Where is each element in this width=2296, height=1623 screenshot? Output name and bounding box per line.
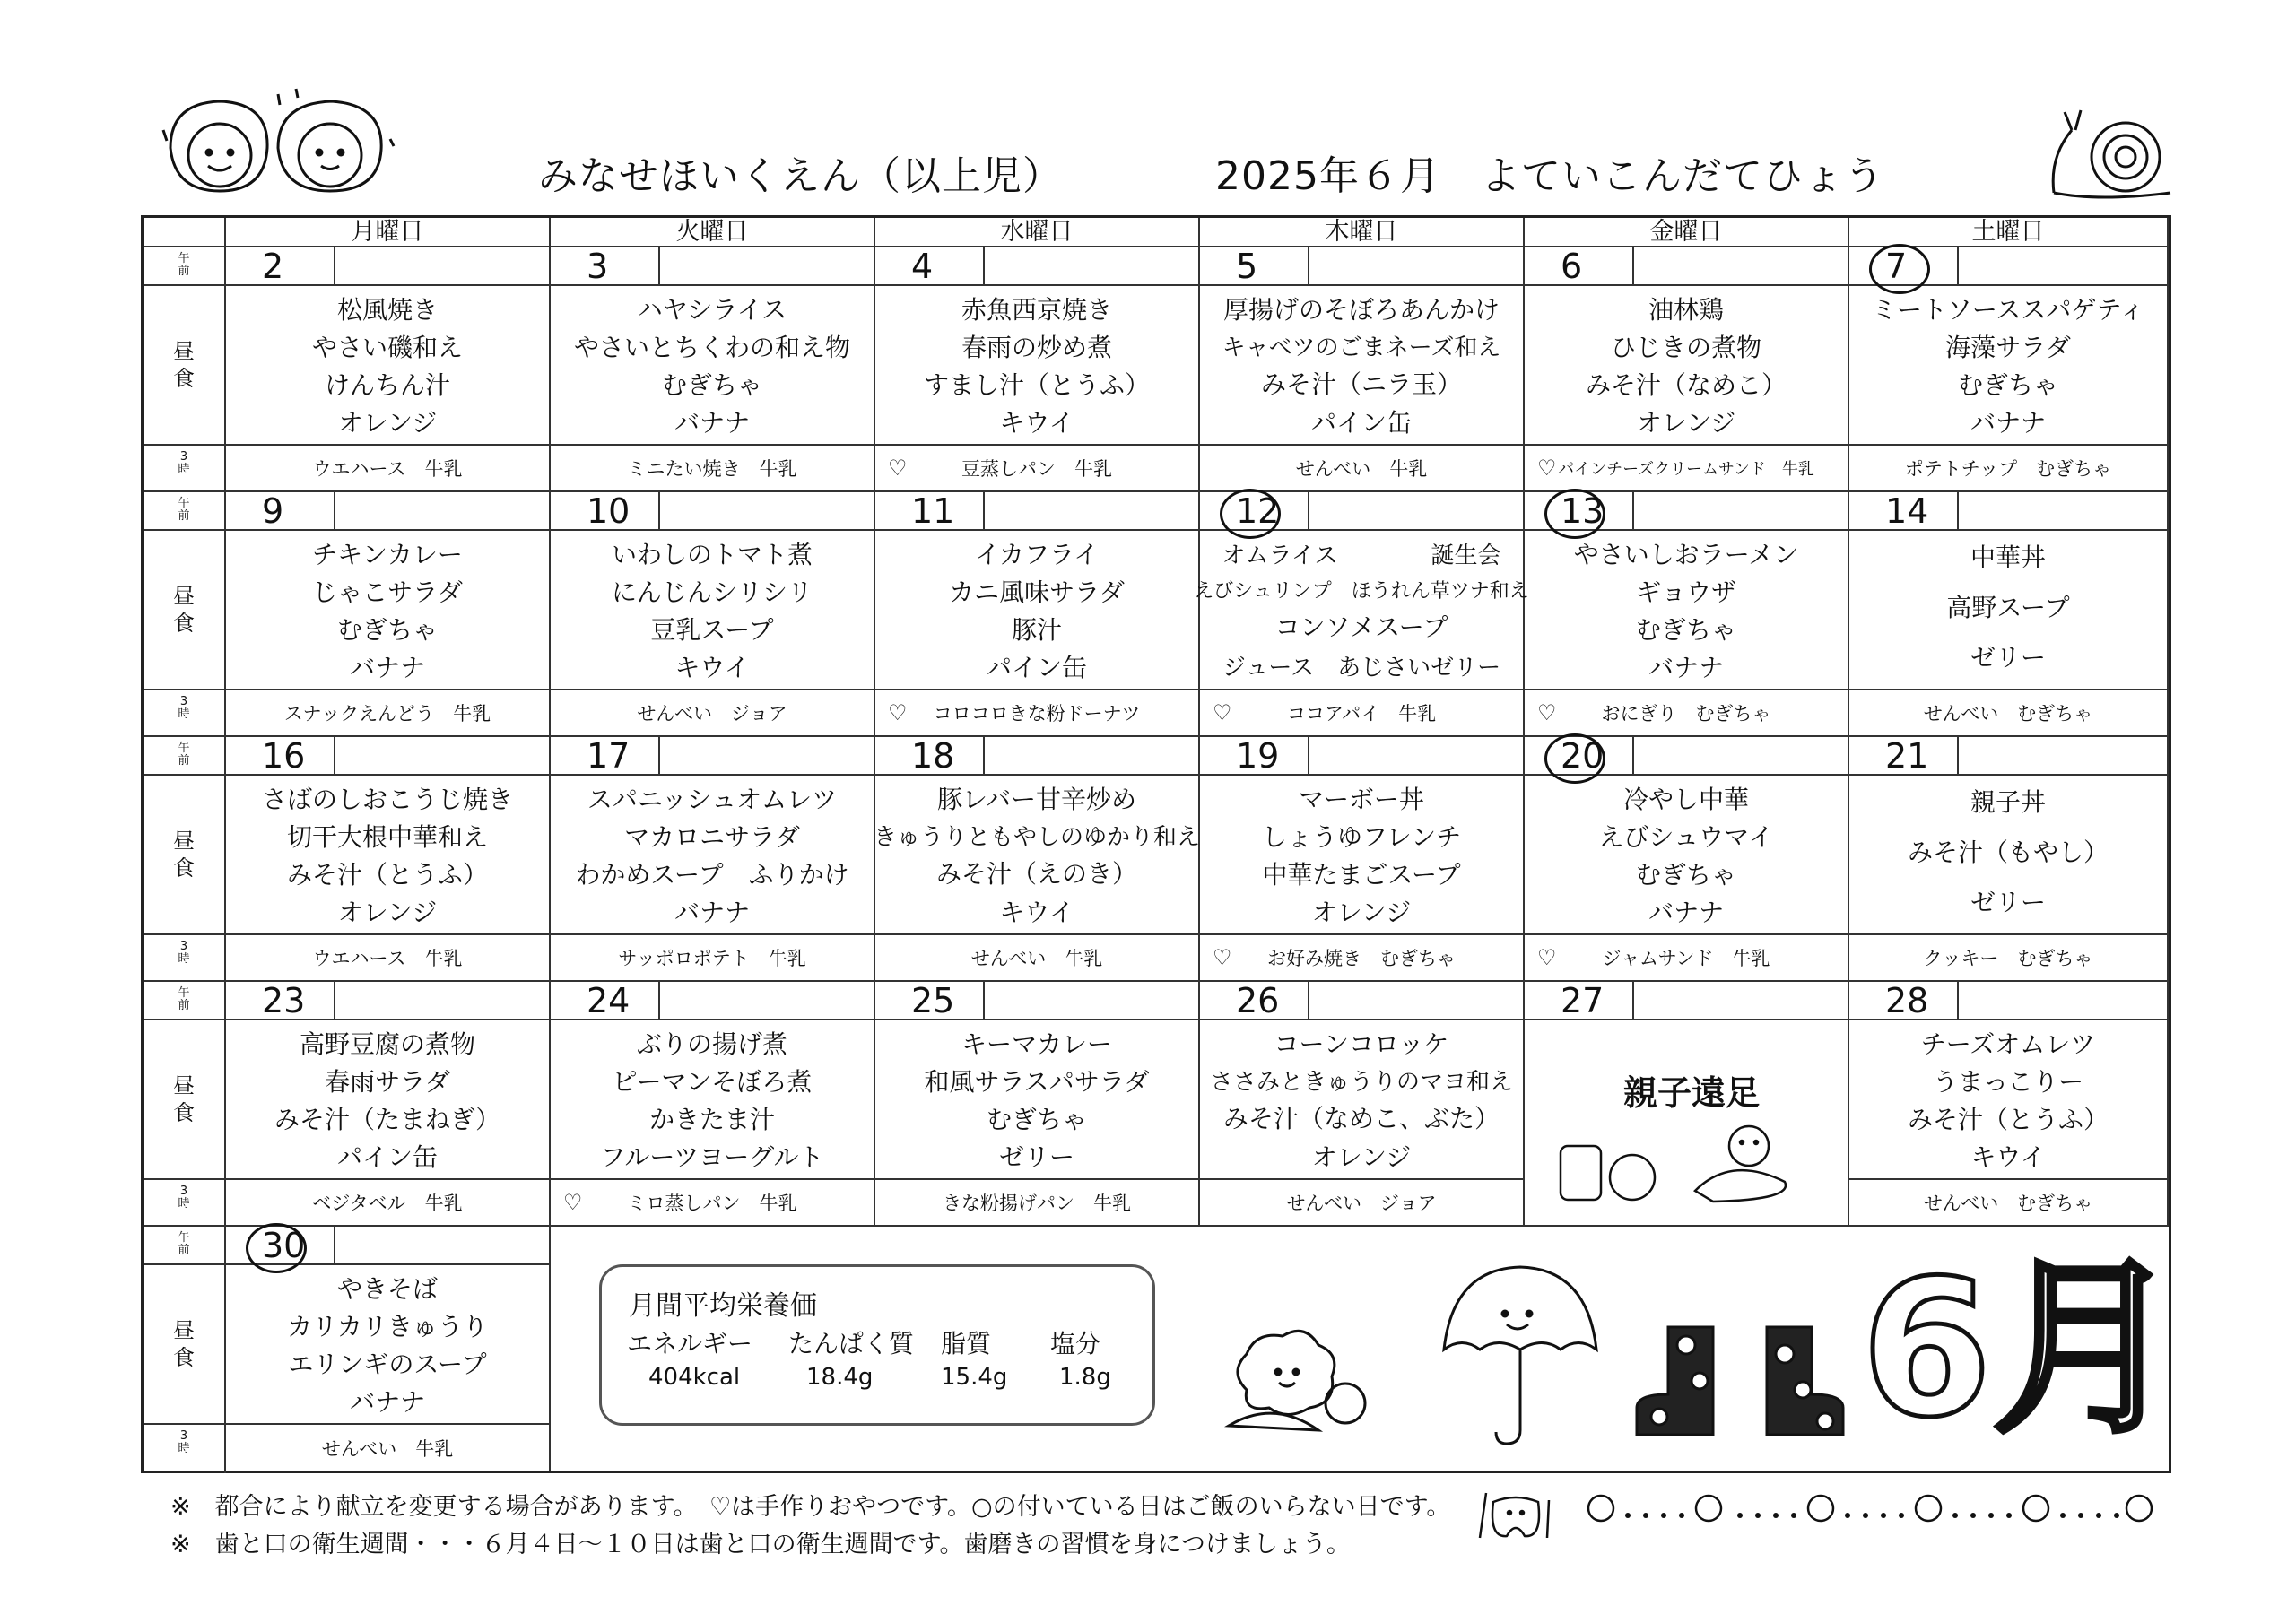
- lunch-menu-cell: [551, 531, 875, 690]
- nutrition-box: [599, 1264, 1155, 1426]
- lunch-menu-item: みそ汁（えのき）: [935, 858, 1137, 889]
- lunch-menu-item: にんじんシリシリ: [611, 577, 813, 607]
- lunch-menu-item: 油林鶏: [1648, 295, 1724, 325]
- day-cell-divider: [658, 982, 660, 1019]
- snack-cell: [1849, 1180, 2169, 1227]
- day-number: 16: [262, 736, 306, 776]
- lunch-menu-item: じゃこサラダ: [312, 577, 463, 607]
- header-corner: [144, 218, 226, 247]
- handmade-heart-icon: ♡: [1537, 456, 1557, 481]
- lunch-menu-item: みそ汁（とうふ）: [1907, 1105, 2109, 1134]
- weekday-header: 木曜日: [1200, 218, 1525, 247]
- snack-text: せんべい むぎちゃ: [1923, 703, 2093, 725]
- lunch-menu-item: コーンコロッケ: [1274, 1029, 1449, 1060]
- day-number-cell: [1200, 737, 1525, 776]
- day-cell-divider: [1957, 737, 1959, 774]
- day-cell-divider: [658, 737, 660, 774]
- snack-text: スナックえんどう 牛乳: [283, 703, 491, 725]
- day-cell-divider: [1308, 982, 1309, 1019]
- lunch-menu-item: イカフライ: [974, 540, 1100, 569]
- lunch-menu-cell: [1200, 1020, 1525, 1180]
- lunch-menu-cell: [875, 776, 1200, 935]
- row-label-lunch: 昼 食: [144, 776, 226, 935]
- lunch-menu-item: 中華丼: [1970, 542, 2046, 572]
- lunch-menu-item: きゅうりともやしのゆかり和え: [874, 824, 1201, 852]
- lunch-menu-item: 春雨サラダ: [325, 1067, 450, 1097]
- row-label-snack: 3 時: [144, 1180, 226, 1227]
- lunch-menu-cell: [226, 531, 551, 690]
- lunch-menu-item: けんちん汁: [324, 370, 450, 400]
- snack-cell: [551, 935, 875, 982]
- day-number: 18: [911, 736, 955, 776]
- day-cell-divider: [1308, 247, 1309, 284]
- lunch-menu-item: やさいしおラーメン: [1573, 540, 1799, 569]
- day-number-cell: [1849, 492, 2169, 531]
- lunch-menu-cell: [1525, 531, 1849, 690]
- row-label-morning: 午 前: [144, 1227, 226, 1265]
- day-cell-divider: [983, 247, 985, 284]
- day-number: 11: [911, 491, 955, 531]
- lunch-menu-item: オレンジ: [337, 408, 438, 438]
- lunch-menu-item: ジュース あじさいゼリー: [1222, 655, 1501, 682]
- snack-cell: [875, 1180, 1200, 1227]
- day-number-cell: [1200, 492, 1525, 531]
- lunch-menu-item: ゼリー: [1970, 888, 2046, 917]
- lunch-menu-item: パイン缶: [336, 1142, 438, 1172]
- snack-cell: [1525, 446, 1849, 492]
- day-number-cell: [551, 982, 875, 1020]
- snack-text: ウエハース 牛乳: [312, 458, 463, 480]
- lunch-menu-item: 豚レバー甘辛炒め: [936, 785, 1137, 815]
- snack-cell: [1200, 935, 1525, 982]
- row-label-snack: 3 時: [144, 1425, 226, 1473]
- snack-cell: [551, 446, 875, 492]
- snack-text: せんべい むぎちゃ: [1923, 1193, 2093, 1214]
- nutrition-header-salt: 塩分: [1050, 1329, 1101, 1358]
- day-cell-divider: [1957, 492, 1959, 529]
- day-number-cell: [1525, 247, 1849, 286]
- day-cell-divider: [1632, 492, 1634, 529]
- day-number: 7: [1885, 247, 1908, 286]
- day-cell-divider: [1632, 982, 1634, 1019]
- day-cell-divider: [658, 492, 660, 529]
- lunch-menu-item: 豆乳スープ: [650, 615, 774, 645]
- day-cell-divider: [334, 492, 335, 529]
- note-menu-change: ※ 都合により献立を変更する場合があります。 ♡は手作りおやつです。○の付いている日はご飯のいらない日です。: [170, 1493, 1451, 1521]
- nutrition-salt-value: 1.8g: [1059, 1364, 1111, 1391]
- day-number: 27: [1561, 981, 1605, 1020]
- lunch-menu-item: マーボー丼: [1298, 785, 1424, 814]
- lunch-menu-cell: [1525, 286, 1849, 446]
- snack-text: ジャムサンド 牛乳: [1602, 948, 1770, 969]
- nutrition-header-protein: たんぱく質: [788, 1329, 915, 1358]
- lunch-menu-item: バナナ: [1648, 898, 1724, 927]
- snack-cell: [875, 690, 1200, 737]
- lunch-menu-item: カリカリきゅうり: [287, 1312, 488, 1341]
- row-label-lunch: 昼 食: [144, 1020, 226, 1180]
- lunch-menu-item: みそ汁（ニラ玉）: [1260, 369, 1462, 399]
- note-dental-week: ※ 歯と口の衛生週間・・・６月４日～１０日は歯と口の衛生週間です。歯磨きの習慣を身につけましょう。: [170, 1531, 1351, 1558]
- snack-text: ポテトチップ むぎちゃ: [1904, 458, 2112, 480]
- lunch-menu-cell: [1849, 776, 2169, 935]
- handmade-heart-icon: ♡: [1213, 945, 1232, 970]
- lunch-menu-item: えびシュリンプ ほうれん草ツナ和え: [1194, 579, 1529, 603]
- handmade-heart-icon: ♡: [888, 700, 908, 725]
- row-label-morning: 午 前: [144, 492, 226, 531]
- day-cell-divider: [1632, 247, 1634, 284]
- row-label-lunch: 昼 食: [144, 1265, 226, 1425]
- lunch-menu-cell: [1200, 286, 1525, 446]
- day-cell-divider: [1632, 737, 1634, 774]
- lunch-menu-item: みそ汁（たまねぎ）: [274, 1105, 500, 1134]
- day-number: 2: [262, 247, 284, 286]
- day-number-cell: [226, 737, 551, 776]
- lunch-menu-item: パイン缶: [1310, 407, 1412, 438]
- day-cell-divider: [983, 737, 985, 774]
- day-cell-divider: [983, 492, 985, 529]
- day-cell-divider: [334, 982, 335, 1019]
- snack-text: せんべい 牛乳: [970, 948, 1103, 969]
- snack-cell: [551, 690, 875, 737]
- day-number: 26: [1236, 981, 1280, 1020]
- snack-text: せんべい ジョア: [637, 703, 787, 725]
- day-cell-divider: [1308, 492, 1309, 529]
- day-number-cell: [551, 247, 875, 286]
- row-label-morning: 午 前: [144, 737, 226, 776]
- lunch-menu-item: 高野豆腐の煮物: [299, 1029, 475, 1059]
- day-number: 3: [587, 247, 609, 286]
- lunch-menu-item: コンソメスープ: [1274, 612, 1448, 643]
- lunch-menu-item: バナナ: [674, 408, 750, 438]
- day-number-cell: [1849, 737, 2169, 776]
- day-number: 5: [1236, 247, 1258, 286]
- lunch-menu-item: ハヤシライス: [637, 295, 787, 325]
- day-number: 24: [587, 981, 631, 1020]
- day-cell-divider: [658, 247, 660, 284]
- row-label-snack: 3 時: [144, 935, 226, 982]
- nursery-title: みなせほいくえん（以上児）: [538, 153, 1063, 199]
- lunch-menu-item: むぎちゃ: [661, 370, 762, 400]
- lunch-menu-item: ミートソーススパゲティ: [1871, 295, 2145, 325]
- lunch-menu-item: しょうゆフレンチ: [1261, 822, 1462, 852]
- lunch-menu-item: ぶりの揚げ煮: [636, 1029, 787, 1059]
- day-number: 13: [1561, 491, 1605, 531]
- snack-text: せんべい 牛乳: [1295, 458, 1428, 480]
- day-cell-divider: [334, 737, 335, 774]
- lunch-menu-item: みそ汁（なめこ）: [1585, 370, 1787, 400]
- snack-cell: [551, 1180, 875, 1227]
- lunch-menu-cell: [1849, 531, 2169, 690]
- day-number: 4: [911, 247, 934, 286]
- day-number-cell: [875, 492, 1200, 531]
- weekday-header: 土曜日: [1849, 218, 2169, 247]
- lunch-menu-item: みそ汁（なめこ、ぶた）: [1222, 1103, 1500, 1133]
- hydrangea-illustration: [1220, 1318, 1372, 1444]
- day-number-cell: [875, 247, 1200, 286]
- lunch-menu-item: やきそば: [336, 1274, 438, 1304]
- big-month-text: 6月: [1861, 1239, 2181, 1459]
- snack-cell: [1525, 935, 1849, 982]
- handmade-heart-icon: ♡: [1213, 700, 1232, 725]
- day-number: 23: [262, 981, 306, 1020]
- menu-title: 2025年６月 よていこんだてひょう: [1215, 153, 1884, 199]
- lunch-menu-item: うまっこりー: [1932, 1067, 2083, 1097]
- day-number: 25: [911, 981, 955, 1020]
- lunch-menu-item: むぎちゃ: [336, 615, 438, 645]
- day-number-cell: [226, 247, 551, 286]
- lunch-menu-item: さばのしおこうじ焼き: [261, 785, 513, 814]
- lunch-menu-cell: [1849, 1020, 2169, 1180]
- day-cell-divider: [1957, 247, 1959, 284]
- lunch-menu-item: やさい磯和え: [311, 333, 463, 362]
- lunch-menu-item: 中華たまごスープ: [1262, 860, 1461, 890]
- lunch-menu-item: 切干大根中華和え: [286, 822, 488, 852]
- lunch-menu-cell: [226, 1020, 551, 1180]
- day-number-cell: [226, 492, 551, 531]
- snack-cell: [875, 446, 1200, 492]
- weekday-header: 水曜日: [875, 218, 1200, 247]
- snack-text: せんべい 牛乳: [321, 1438, 454, 1460]
- lunch-menu-item: ひじきの煮物: [1610, 333, 1761, 362]
- lunch-menu-item: マカロニサラダ: [624, 822, 800, 852]
- day-number: 21: [1885, 736, 1929, 776]
- lunch-menu-cell: [875, 531, 1200, 690]
- row-label-lunch: 昼 食: [144, 286, 226, 446]
- lunch-menu-item: 海藻サラダ: [1945, 333, 2071, 362]
- lunch-menu-item: 厚揚げのそぼろあんかけ: [1222, 295, 1500, 325]
- lunch-menu-item: 春雨の炒め煮: [961, 333, 1112, 362]
- day-cell-divider: [1308, 737, 1309, 774]
- lunch-menu-item: むぎちゃ: [1635, 615, 1736, 645]
- day-number: 9: [262, 491, 284, 531]
- lunch-menu-cell: [551, 1020, 875, 1180]
- lunch-menu-item: キーマカレー: [961, 1029, 1112, 1059]
- day-number-cell: [226, 1227, 551, 1265]
- lunch-menu-item: エリンギのスープ: [288, 1350, 487, 1379]
- lunch-menu-item: スパニッシュオムレツ: [587, 785, 838, 814]
- lunch-menu-cell: [551, 776, 875, 935]
- children-faces-illustration: [152, 85, 439, 202]
- snack-cell: [226, 690, 551, 737]
- lunch-menu-item: バナナ: [349, 653, 425, 682]
- lunch-menu-cell: [1849, 286, 2169, 446]
- snack-cell: [1849, 690, 2169, 737]
- lunch-menu-item: やさいとちくわの和え物: [573, 333, 850, 362]
- lunch-menu-item: すまし汁（とうふ）: [923, 370, 1150, 400]
- rain-boots-illustration: [1632, 1318, 1848, 1444]
- lunch-menu-item: いわしのトマト煮: [611, 540, 813, 569]
- snack-cell: [1849, 935, 2169, 982]
- day-number-cell: [875, 737, 1200, 776]
- row-label-morning: 午 前: [144, 982, 226, 1020]
- nutrition-energy-value: 404kcal: [648, 1364, 741, 1391]
- special-event-title: 親子遠足: [1623, 1073, 1761, 1113]
- lunch-menu-item: むぎちゃ: [1635, 860, 1736, 890]
- day-cell-divider: [983, 982, 985, 1019]
- lunch-menu-cell: [226, 286, 551, 446]
- snack-cell: [1200, 1180, 1525, 1227]
- lunch-menu-item: 親子丼: [1970, 787, 2046, 817]
- snack-text: ココアパイ 牛乳: [1286, 703, 1437, 725]
- lunch-menu-item: オレンジ: [1636, 408, 1736, 438]
- lunch-menu-item: キャベツのごまネーズ和え: [1222, 334, 1501, 362]
- lunch-menu-item: むぎちゃ: [1957, 370, 2058, 400]
- lunch-menu-item: オレンジ: [337, 898, 438, 927]
- lunch-menu-cell: [226, 776, 551, 935]
- day-number: 28: [1885, 981, 1929, 1020]
- weekday-header: 火曜日: [551, 218, 875, 247]
- day-number-cell: [551, 492, 875, 531]
- row-label-lunch: 昼 食: [144, 531, 226, 690]
- snack-cell: [1525, 690, 1849, 737]
- lunch-menu-item: わかめスープ ふりかけ: [575, 860, 849, 890]
- lunch-menu-item: むぎちゃ: [986, 1105, 1087, 1134]
- lunch-menu-item: 赤魚西京焼き: [961, 295, 1112, 325]
- snack-cell: [1849, 446, 2169, 492]
- lunch-menu-item: オムライス 誕生会: [1222, 542, 1501, 569]
- lunch-menu-cell: [875, 1020, 1200, 1180]
- row-label-snack: 3 時: [144, 446, 226, 492]
- lunch-menu-item: ピーマンそぼろ煮: [612, 1067, 813, 1097]
- lunch-menu-item: バナナ: [674, 898, 750, 927]
- nutrition-fat-value: 15.4g: [941, 1364, 1008, 1391]
- lunch-menu-item: みそ汁（もやし）: [1907, 838, 2109, 867]
- day-number: 19: [1236, 736, 1280, 776]
- snack-text: きな粉揚げパン 牛乳: [943, 1193, 1131, 1214]
- snail-illustration: [2045, 103, 2179, 206]
- lunch-menu-item: バナナ: [349, 1387, 425, 1417]
- lunch-menu-item: キウイ: [999, 897, 1074, 927]
- day-number-cell: [1849, 247, 2169, 286]
- snack-text: せんべい ジョア: [1286, 1193, 1437, 1214]
- lunch-menu-cell: [551, 286, 875, 446]
- snack-text: 豆蒸しパン 牛乳: [961, 458, 1112, 480]
- snack-text: コロコロきな粉ドーナツ: [933, 703, 1141, 725]
- lunch-menu-item: カニ風味サラダ: [949, 577, 1125, 607]
- handmade-heart-icon: ♡: [1537, 700, 1557, 725]
- snack-text: ミロ蒸しパン 牛乳: [627, 1193, 797, 1214]
- day-number-cell: [1849, 982, 2169, 1020]
- lunch-menu-item: オレンジ: [1311, 898, 1412, 927]
- day-number-cell: [226, 982, 551, 1020]
- snack-text: ミニたい焼き 牛乳: [627, 458, 797, 480]
- day-number-cell: [551, 737, 875, 776]
- lunch-menu-cell: [1200, 776, 1525, 935]
- lunch-menu-cell: [226, 1265, 551, 1425]
- day-cell-divider: [334, 247, 335, 284]
- day-number-cell: [1525, 492, 1849, 531]
- handmade-heart-icon: ♡: [563, 1190, 583, 1215]
- snack-cell: [226, 1180, 551, 1227]
- handmade-heart-icon: ♡: [1537, 945, 1557, 970]
- snack-text: ベジタベル 牛乳: [312, 1193, 463, 1214]
- day-number-cell: [875, 982, 1200, 1020]
- lunch-menu-item: バナナ: [1648, 653, 1724, 682]
- lunch-menu-item: オレンジ: [1311, 1141, 1412, 1172]
- weekday-header: 金曜日: [1525, 218, 1849, 247]
- lunch-menu-cell: [1194, 531, 1529, 690]
- lunch-menu-item: 高野スープ: [1946, 593, 2070, 622]
- day-number-cell: [1525, 982, 1849, 1020]
- lunch-menu-item: 豚汁: [1011, 615, 1062, 645]
- day-number: 14: [1885, 491, 1929, 531]
- snack-text: ウエハース 牛乳: [312, 948, 463, 969]
- day-number: 12: [1236, 491, 1280, 531]
- snack-cell: [1200, 446, 1525, 492]
- day-number-cell: [1200, 982, 1525, 1020]
- snack-cell: [226, 1425, 551, 1471]
- lunch-menu-item: キウイ: [999, 408, 1074, 438]
- lunch-menu-item: バナナ: [1970, 408, 2046, 438]
- special-event-cell: [1525, 1020, 1849, 1227]
- row-label-morning: 午 前: [144, 247, 226, 286]
- day-number: 20: [1561, 736, 1605, 776]
- lunch-menu-item: チーズオムレツ: [1920, 1029, 2096, 1059]
- lunch-menu-item: チキンカレー: [312, 540, 463, 569]
- lunch-menu-cell: [875, 286, 1200, 446]
- lunch-menu-item: ゼリー: [998, 1142, 1074, 1172]
- lunch-menu-item: ギョウザ: [1635, 577, 1736, 607]
- lunch-menu-item: みそ汁（とうふ）: [286, 860, 488, 890]
- toothbrush-illustration: [1475, 1484, 1556, 1542]
- day-number: 10: [587, 491, 631, 531]
- day-cell-divider: [334, 1227, 335, 1263]
- lunch-menu-cell: [1525, 776, 1849, 935]
- lunch-menu-item: 松風焼き: [336, 295, 438, 325]
- day-number: 17: [587, 736, 631, 776]
- lunch-menu-item: かきたま汁: [648, 1105, 775, 1134]
- picnic-illustration: [1552, 1119, 1821, 1209]
- snack-text: おにぎり むぎちゃ: [1601, 703, 1771, 725]
- lunch-menu-item: えびシュウマイ: [1598, 822, 1774, 852]
- nutrition-header-energy: エネルギー: [627, 1329, 753, 1358]
- snack-text: クッキー むぎちゃ: [1923, 948, 2093, 969]
- snack-text: お好み焼き むぎちゃ: [1267, 948, 1456, 969]
- lunch-menu-item: キウイ: [1970, 1142, 2046, 1172]
- nutrition-header-fat: 脂質: [941, 1329, 992, 1358]
- handmade-heart-icon: ♡: [888, 456, 908, 481]
- snack-cell: [226, 935, 551, 982]
- day-number-cell: [1200, 247, 1525, 286]
- snack-text: パインチーズクリームサンド 牛乳: [1558, 460, 1814, 479]
- lunch-menu-item: ゼリー: [1970, 643, 2046, 673]
- weekday-header: 月曜日: [226, 218, 551, 247]
- lunch-menu-item: 和風サラスパサラダ: [924, 1067, 1150, 1097]
- lunch-menu-item: ささみときゅうりのマヨ和え: [1209, 1069, 1513, 1097]
- nutrition-protein-value: 18.4g: [806, 1364, 874, 1391]
- day-number-cell: [1525, 737, 1849, 776]
- lunch-menu-item: キウイ: [674, 653, 750, 682]
- lunch-menu-item: パイン缶: [986, 653, 1087, 682]
- lunch-menu-item: 冷やし中華: [1622, 785, 1749, 814]
- lunch-menu-item: フルーツヨーグルト: [600, 1142, 824, 1172]
- snack-cell: [1200, 690, 1525, 737]
- nutrition-title: 月間平均栄養価: [629, 1290, 817, 1322]
- snack-cell: [875, 935, 1200, 982]
- snack-text: サッポロポテト 牛乳: [618, 948, 806, 969]
- tooth-faces-border-illustration: [1583, 1488, 2157, 1538]
- day-number: 30: [262, 1226, 306, 1265]
- day-cell-divider: [1957, 982, 1959, 1019]
- row-label-snack: 3 時: [144, 690, 226, 737]
- day-number: 6: [1561, 247, 1583, 286]
- umbrella-illustration: [1435, 1260, 1605, 1457]
- snack-cell: [226, 446, 551, 492]
